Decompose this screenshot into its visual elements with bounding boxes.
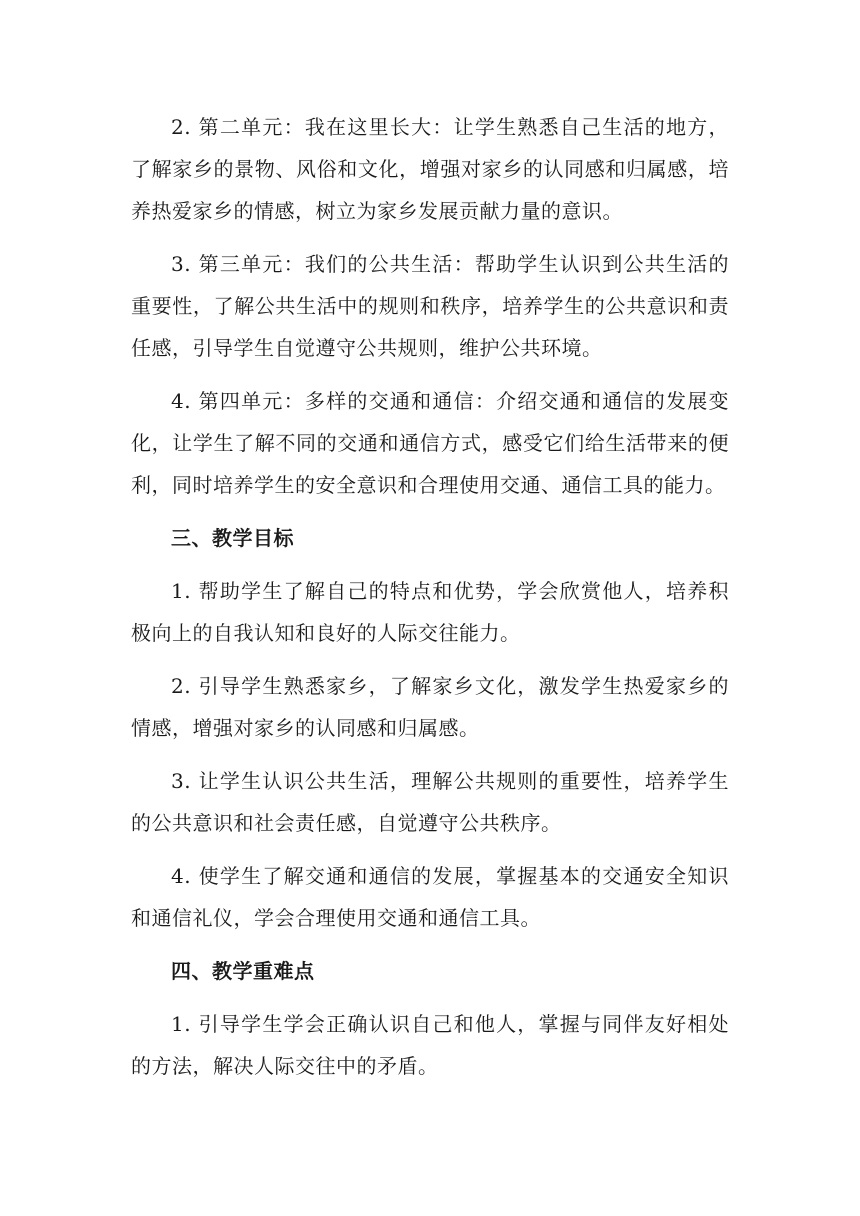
- paragraph-goal-3: 3. 让学生认识公共生活，理解公共规则的重要性，培养学生的公共意识和社会责任感，自觉遵守公共秩序。: [131, 769, 729, 835]
- paragraph-unit-3: 3. 第三单元：我们的公共生活：帮助学生认识到公共生活的重要性，了解公共生活中的规则和秩序，培养学生的公共意识和责任感，引导学生自觉遵守公共规则，维护公共环境。: [131, 252, 729, 360]
- section-heading-key-difficulties: 四、教学重难点: [171, 959, 315, 983]
- paragraph-unit-4: 4. 第四单元：多样的交通和通信：介绍交通和通信的发展变化，让学生了解不同的交通和通信方式，感受它们给生活带来的便利，同时培养学生的安全意识和合理使用交通、通信工具的能力。: [131, 389, 729, 497]
- document-body: [131, 106, 729, 1098]
- paragraph-goal-2: 2. 引导学生熟悉家乡，了解家乡文化，激发学生热爱家乡的情感，增强对家乡的认同感和归属感。: [131, 674, 729, 740]
- paragraph-unit-2: 2. 第二单元：我在这里长大：让学生熟悉自己生活的地方，了解家乡的景物、风俗和文化，增强对家乡的认同感和归属感，培养热爱家乡的情感，树立为家乡发展贡献力量的意识。: [131, 115, 729, 223]
- paragraph-goal-4: 4. 使学生了解交通和通信的发展，掌握基本的交通安全知识和通信礼仪，学会合理使用交通和通信工具。: [131, 864, 729, 930]
- paragraph-difficulty-1: 1. 引导学生学会正确认识自己和他人，掌握与同伴友好相处的方法，解决人际交往中的矛盾。: [131, 1012, 729, 1078]
- section-heading-teaching-goals: 三、教学目标: [171, 526, 294, 550]
- paragraph-goal-1: 1. 帮助学生了解自己的特点和优势，学会欣赏他人，培养积极向上的自我认知和良好的人际交往能力。: [131, 579, 729, 645]
